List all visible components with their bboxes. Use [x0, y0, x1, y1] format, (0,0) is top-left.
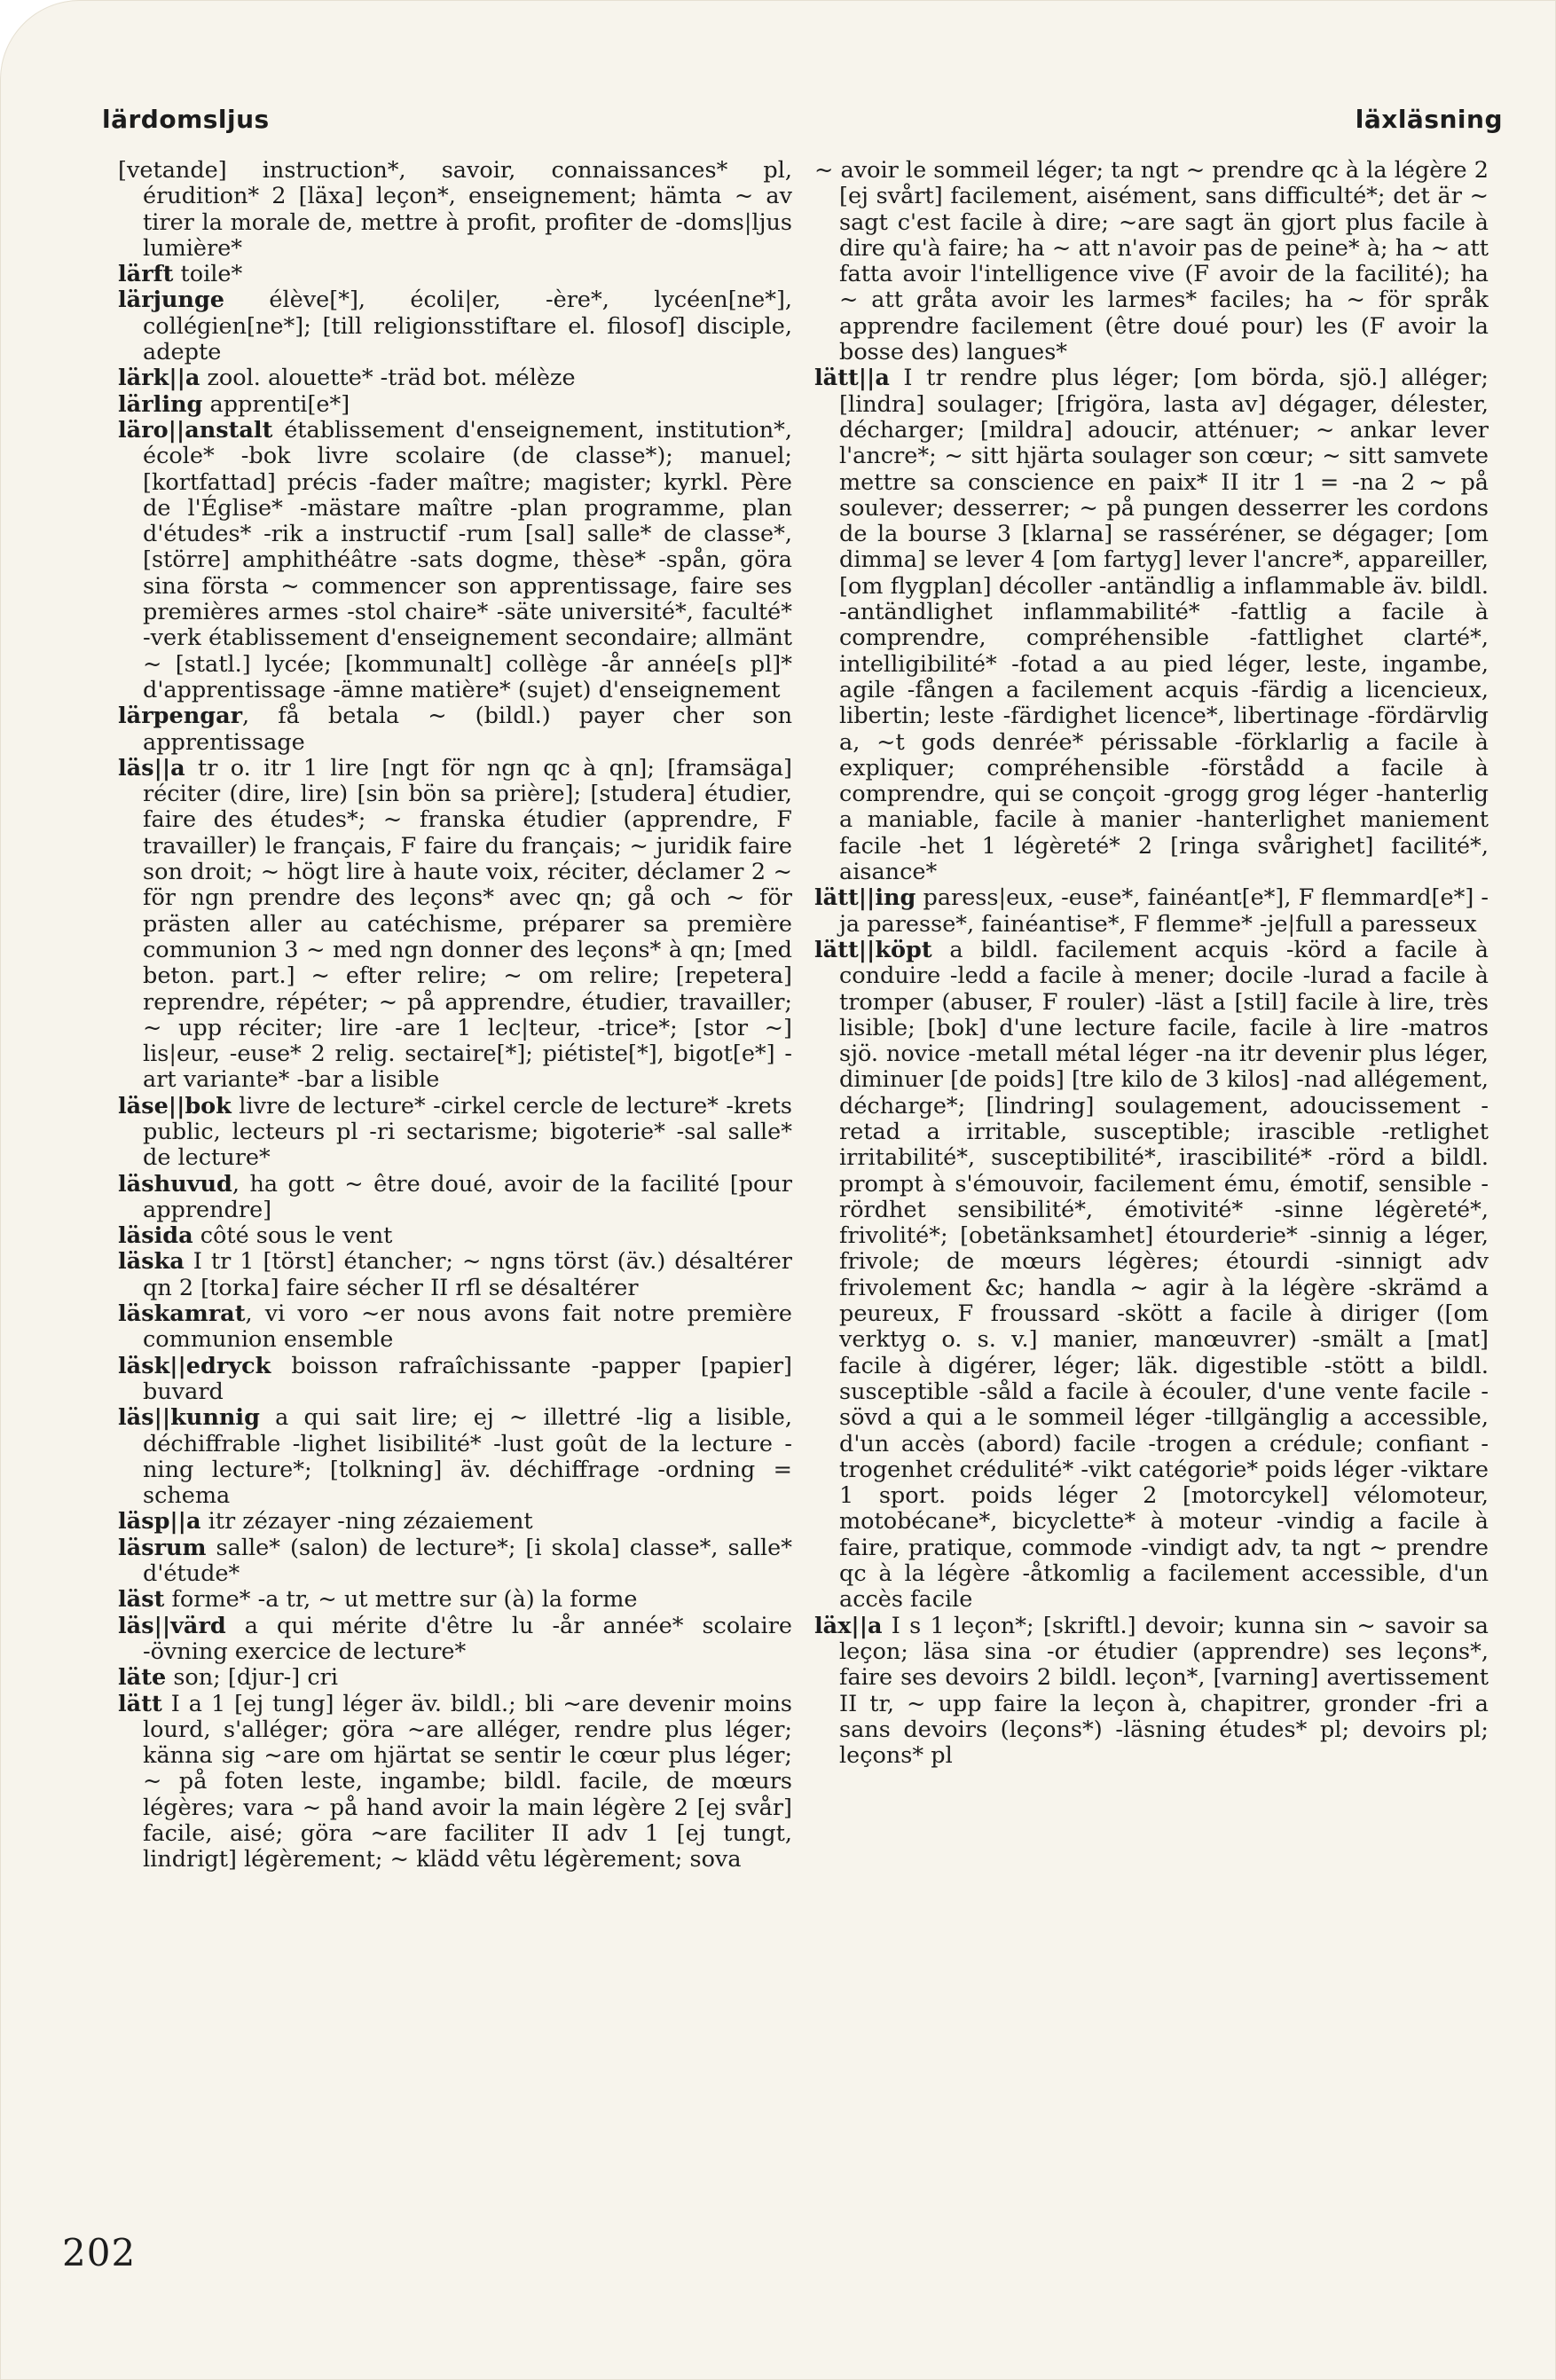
headword: lätt||ing [814, 884, 916, 912]
entry: läs||kunnig a qui sait lire; ej ~ illettré -lig a lisible, déchiffrable -lighet lisibilité* -lust goût de la lecture -ning lecture*; [tolkning] äv. déchiffrage -ordning = schema [118, 1404, 792, 1510]
headword: lärpengar [118, 703, 243, 730]
right-column [814, 158, 1489, 2229]
headword: lärft [118, 261, 174, 288]
headword: läse||bok [118, 1092, 232, 1119]
headword: läsida [118, 1222, 193, 1250]
entry: lätt||a I tr rendre plus léger; [om börda, sjö.] alléger; [lindra] soulager; [frigöra, lasta av] dégager, délester, décharger; [mildra] adoucir, atténuer; ~ ankar lever l'ancre*; ~ sitt hjärta soulager son cœur; ~ sitt samvete mettre sa conscience en paix* II itr 1 = -na 2 ~ på soulever; desserrer; ~ på pungen desserrer les cordons de la bourse 3 [klarna] se rasséréner, se dégager; [om dimma] se lever 4 [om fartyg] lever l'ancre*, appareiller, [om flygplan] décoller -antändlig a inflammable äv. bildl. -antändlighet inflammabilité* -fattlig a facile à comprendre, compréhensible -fattlighet clarté*, intelligibilité* -fotad a au pied léger, leste, ingambe, agile -fången a facilement acquis -färdig a licencieux, libertin; leste -färdighet licence*, libertinage -fördärvlig a, ~t gods denrée* périssable -förklarlig a facile à expliquer; compréhensible -förstådd a facile à comprendre, qui se conçoit -grogg grog léger -hanterlig a maniable, facile à manier -hanterlighet maniement facile -het 1 légèreté* 2 [ringa svårighet] facilité*, aisance* [814, 365, 1489, 886]
entry: lärjunge élève[*], écoli|er, -ère*, lycéen[ne*], collégien[ne*]; [till religionsstiftare el. filosof] disciple, adepte [118, 287, 792, 366]
headword: läs||a [118, 754, 185, 782]
entry: läska I tr 1 [törst] étancher; ~ ngns törst (äv.) désaltérer qn 2 [torka] faire sécher II rfl se désaltérer [118, 1248, 792, 1301]
entry: lärk||a zool. alouette* -träd bot. mélèze [118, 365, 576, 392]
headword: läro||anstalt [118, 416, 273, 444]
guide-word-right: läxläsning [1355, 105, 1503, 134]
entry: läsk||edryck boisson rafraîchissante -papper [papier] buvard [118, 1352, 792, 1405]
entry: lärpengar, få betala ~ (bildl.) payer cher son apprentissage [118, 703, 792, 756]
headword: lärling [118, 390, 203, 418]
entry: läsp||a itr zézayer -ning zézaiement [118, 1508, 533, 1536]
headword: läska [118, 1248, 185, 1276]
entry: [vetande] instruction*, savoir, connaissances* pl, érudition* 2 [läxa] leçon*, enseignement; hämta ~ av tirer la morale de, mettre à profit, profiter de -doms|ljus lumière* [118, 158, 792, 262]
entry: läs||värd a qui mérite d'être lu -år année* scolaire -övning exercice de lecture* [118, 1612, 792, 1665]
entry: lätt||ing paress|eux, -euse*, fainéant[e*], F flemmard[e*] -ja paresse*, fainéantise*, F flemme* -je|full a paresseux [814, 884, 1489, 938]
headword: läsrum [118, 1534, 207, 1561]
entry: lätt||köpt a bildl. facilement acquis -körd a facile à conduire -ledd a facile à mener; docile -lurad a facile à tromper (abuser, F rouler) -läst a [stil] facile à lire, très lisible; [bok] d'une lecture facile, facile à lire -matros sjö. novice -metall métal léger -na itr devenir plus léger, diminuer [de poids] [tre kilo de 3 kilos] -nad allégement, décharge*; [lindring] soulagement, adoucissement -retad a irritable, susceptible; irascible -retlighet irritabilité*, susceptibilité*, irascibilité* -rörd a bildl. prompt à s'émouvoir, facilement ému, émotif, sensible -rördhet sensibilité*, émotivité* -sinne légèreté*, frivolité*; [obetänksamhet] étourderie* -sinnig a léger, frivole; de mœurs légères; étourdi -sinnigt adv frivolement &c; handla ~ agir à la légère -skrämd a peureux, F froussard -skött a facile à diriger ([om verktyg o. s. v.] manier, manœuvrer) -smält a [mat] facile à digérer, léger; läk. digestible -stött a bildl. susceptible -såld a facile à écouler, d'une vente facile -sövd a qui a le sommeil léger -tillgänglig a accessible, d'un accès (abord) facile -trogen a crédule; confiant -trogenhet crédulité* -vikt catégorie* poids léger -viktare 1 sport. poids léger 2 [motorcykel] vélomoteur, motobécane*, bicyclette* à moteur -vindig a facile à faire, pratique, commode -vindigt adv, ta ngt ~ prendre qc à la légère -åtkomlig a facilement accessible, d'un accès facile [814, 936, 1489, 1614]
headword: lätt||köpt [814, 936, 932, 963]
entry: läx||a I s 1 leçon*; [skriftl.] devoir; kunna sin ~ savoir sa leçon; läsa sina -or étudier (apprendre) ses leçons*, faire ses devoirs 2 bildl. leçon*, [varning] avertissement II tr, ~ upp faire la leçon à, chapitrer, gronder -fri a sans devoirs (leçons*) -läsning études* pl; devoirs pl; leçons* pl [814, 1612, 1489, 1770]
page-number: 202 [62, 2231, 137, 2274]
entry: lärft toile* [118, 261, 243, 288]
headword: lärjunge [118, 287, 225, 314]
entry: lärling apprenti[e*] [118, 390, 350, 418]
entry: läs||a tr o. itr 1 lire [ngt för ngn qc à qn]; [framsäga] réciter (dire, lire) [sin bön sa prière]; [studera] étudier, faire des études*; ~ franska étudier (apprendre, F travailler) le français, F faire du français; ~ juridik faire son droit; ~ högt lire à haute voix, réciter, déclamer 2 ~ för ngn prendre des leçons* avec qn; gå och ~ för prästen aller au catéchisme, préparer sa première communion 3 ~ med ngn donner des leçons* à qn; [med beton. part.] ~ efter relire; ~ om relire; [repetera] reprendre, répéter; ~ på apprendre, étudier, travailler; ~ upp réciter; lire -are 1 lec|teur, -trice*; [stor ~] lis|eur, -euse* 2 relig. sectaire[*]; piétiste[*], bigot[e*] -art variante* -bar a lisible [118, 754, 792, 1094]
entry: läst forme* -a tr, ~ ut mettre sur (à) la forme [118, 1586, 638, 1614]
headword: läx||a [814, 1612, 883, 1639]
entry: läse||bok livre de lecture* -cirkel cercle de lecture* -krets public, lecteurs pl -ri sectarisme; bigoterie* -sal salle* de lecture* [118, 1092, 792, 1172]
headword: läshuvud [118, 1170, 232, 1198]
entry: läsrum salle* (salon) de lecture*; [i skola] classe*, salle* d'étude* [118, 1534, 792, 1588]
headword: läs||kunnig [118, 1404, 260, 1432]
headword: läskamrat [118, 1300, 246, 1328]
entry: läsida côté sous le vent [118, 1222, 393, 1250]
entry: läskamrat, vi voro ~er nous avons fait notre première communion ensemble [118, 1300, 792, 1354]
entry: lätt I a 1 [ej tung] léger äv. bildl.; bli ~are devenir moins lourd, s'alléger; göra ~are alléger, rendre plus léger; känna sig ~are om hjärtat se sentir le cœur plus léger; ~ på foten leste, ingambe; bildl. facile, de mœurs légères; vara ~ på hand avoir la main légère 2 [ej svår] facile, aisé; göra ~are faciliter II adv 1 [ej tungt, lindrigt] légèrement; ~ klädd vêtu légèrement; sova [118, 1690, 792, 1873]
headword: läsk||edryck [118, 1352, 271, 1379]
headword: läsp||a [118, 1508, 201, 1536]
entry: läte son; [djur-] cri [118, 1664, 338, 1692]
headword: läst [118, 1586, 165, 1614]
headword: lätt [118, 1690, 162, 1717]
entry: ~ avoir le sommeil léger; ta ngt ~ prendre qc à la légère 2 [ej svårt] facilement, aisément, sans difficulté*; det är ~ sagt c'est facile à dire; ~are sagt än gjort plus facile à dire qu'à faire; ha ~ att n'avoir pas de peine* à; ha ~ att fatta avoir l'intelligence vive (F avoir de la facilité); ha ~ att gråta avoir les larmes* faciles; ha ~ för språk apprendre facilement (être doué pour) les (F avoir la bosse des) langues* [814, 158, 1489, 366]
headword: läs||värd [118, 1612, 226, 1639]
headword: lätt||a [814, 365, 890, 392]
left-column [118, 158, 792, 2229]
headword: läte [118, 1664, 167, 1692]
page-header [102, 105, 1503, 140]
entry: läro||anstalt établissement d'enseignement, institution*, école* -bok livre scolaire (de classe*); manuel; [kortfattad] précis -fader maître; magister; kyrkl. Père de l'Église* -mästare maître -plan programme, plan d'études* -rik a instructif -rum [sal] salle* de classe*, [större] amphithéâtre -sats dogme, thèse* -spån, göra sina första ~ commencer son apprentissage, faire ses premières armes -stol chaire* -säte université*, faculté* -verk établissement d'enseignement secondaire; allmänt ~ [statl.] lycée; [kommunalt] collège -år année[s pl]* d'apprentissage -ämne matière* (sujet) d'enseignement [118, 416, 792, 703]
entry: läshuvud, ha gott ~ être doué, avoir de la facilité [pour apprendre] [118, 1170, 792, 1223]
guide-word-left: lärdomsljus [102, 105, 270, 134]
headword: lärk||a [118, 365, 200, 392]
